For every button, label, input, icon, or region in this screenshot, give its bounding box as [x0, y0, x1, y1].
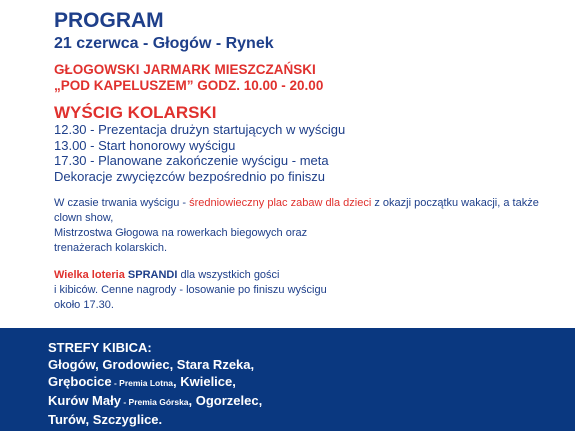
- during-race-intro: W czasie trwania wyścigu -: [54, 197, 190, 209]
- during-race-rest: z okazji początku wakacji, a także clown show,: [54, 197, 539, 224]
- paragraph-line: [54, 196, 554, 226]
- lottery-title: Wielka loteria: [54, 269, 125, 281]
- program-title: PROGRAM: [54, 9, 164, 32]
- schedule-item: 12.30 - Prezentacja drużyn startujących w wyścigu: [54, 122, 346, 137]
- strefy-kibica-content: [48, 340, 262, 428]
- strefy-line-4: Turów, Szczyglice.: [48, 412, 163, 427]
- strefy-line-2: [48, 373, 262, 392]
- schedule-item: 13.00 - Start honorowy wyścigu: [54, 137, 236, 153]
- paragraph-line: Mistrzostwa Głogowa na rowerkach biegowych oraz: [54, 227, 308, 239]
- lottery-paragraph: [54, 268, 554, 313]
- strefy-kibica-banner: [0, 328, 575, 431]
- lottery-brand: SPRANDI: [127, 269, 178, 281]
- place-name: Grębocice: [48, 374, 112, 389]
- paragraph-line: około 17.30.: [54, 299, 114, 311]
- paragraph-line: i kibiców. Cenne nagrody - losowanie po finiszu wyścigu: [54, 284, 327, 296]
- paragraph-line: trenażerach kolarskich.: [54, 242, 168, 254]
- paragraph-line: [54, 268, 554, 283]
- program-subtitle: 21 czerwca - Głogów - Rynek: [54, 35, 274, 52]
- fair-heading: [54, 62, 554, 94]
- fair-line-1: GŁOGOWSKI JARMARK MIESZCZAŃSKI: [54, 62, 316, 77]
- during-race-paragraph: [54, 196, 554, 256]
- place-name: , Kwielice,: [173, 374, 236, 389]
- premia-label: - Premia Lotna: [111, 378, 173, 388]
- place-name: Kurów Mały: [48, 393, 121, 408]
- program-section: [54, 10, 554, 313]
- fair-line-2: „POD KAPELUSZEM” GODZ. 10.00 - 20.00: [54, 78, 324, 93]
- schedule-item: 17.30 - Planowane zakończenie wyścigu - meta: [54, 153, 329, 168]
- lottery-rest: dla wszystkich gości: [177, 269, 280, 281]
- race-title: WYŚCIG KOLARSKI: [54, 103, 217, 122]
- during-race-highlight: średniowieczny plac zabaw dla dzieci: [189, 197, 372, 209]
- strefy-line-3: [48, 392, 262, 411]
- schedule-item: Dekoracje zwycięzców bezpośrednio po finiszu: [54, 168, 325, 184]
- strefy-line-1: Głogów, Grodowiec, Stara Rzeka,: [48, 357, 255, 372]
- place-name: , Ogorzelec,: [188, 393, 263, 408]
- premia-label: - Premia Górska: [120, 397, 189, 407]
- strefy-title: STREFY KIBICA:: [48, 340, 152, 355]
- race-schedule: [54, 122, 554, 184]
